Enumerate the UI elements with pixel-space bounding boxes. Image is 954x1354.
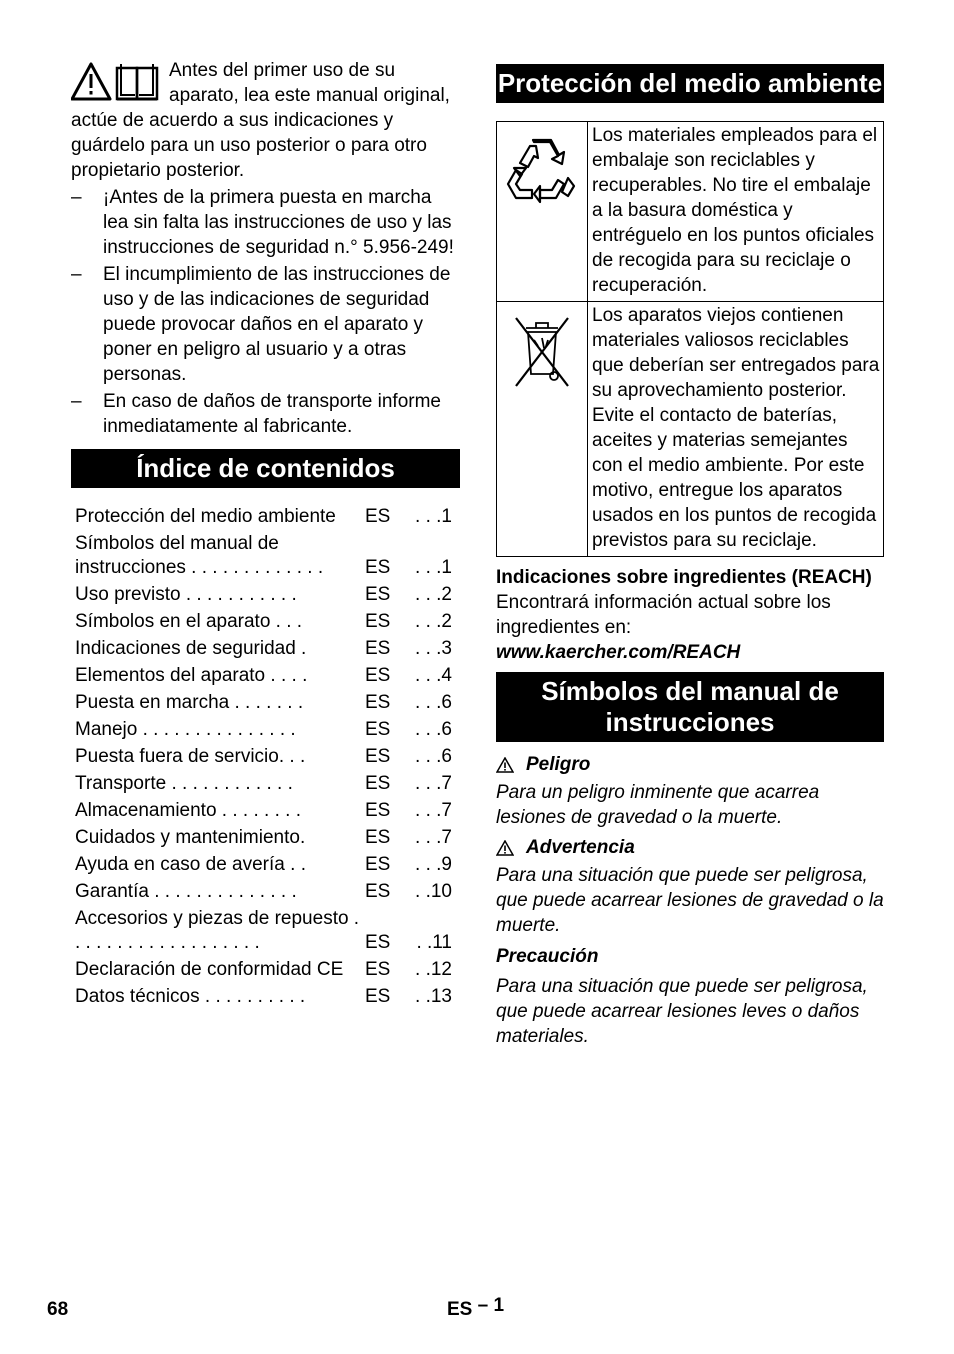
- intro-icons: [71, 62, 163, 108]
- toc-entry-lang: ES: [365, 584, 391, 605]
- list-item: – En caso de daños de transporte informe inmediatamente al fabricante.: [71, 389, 460, 439]
- toc-entry-title: Accesorios y piezas de repuesto . . . . . . . . . . . . . . . . . . .: [75, 908, 360, 953]
- symbols-heading: Símbolos del manual de instrucciones: [496, 672, 884, 742]
- table-row[interactable]: [71, 982, 460, 1009]
- toc-entry-title: Protección del medio ambiente: [75, 506, 336, 527]
- toc-entry-lang: ES: [365, 746, 391, 767]
- toc-entry-title: Almacenamiento . . . . . . . .: [75, 800, 301, 821]
- env-heading: Protección del medio ambiente: [496, 64, 884, 103]
- table-row[interactable]: [71, 715, 460, 742]
- warning-triangle-icon: [496, 840, 514, 856]
- toc-entry-page: . . .3: [415, 638, 452, 659]
- toc-entry-lang: ES: [365, 611, 391, 632]
- toc-entry-title: Elementos del aparato . . . .: [75, 665, 308, 686]
- table-row[interactable]: [71, 688, 460, 715]
- reach-heading: Indicaciones sobre ingredientes (REACH): [496, 567, 872, 588]
- toc-entry-page: . . .4: [415, 665, 452, 686]
- table-row[interactable]: [71, 742, 460, 769]
- caution-label: Precaución: [496, 946, 599, 967]
- toc-entry-lang: ES: [365, 638, 391, 659]
- env-table: [496, 121, 884, 557]
- left-column: [71, 58, 460, 1009]
- table-row[interactable]: [71, 580, 460, 607]
- table-row[interactable]: [71, 796, 460, 823]
- toc-entry-lang: ES: [365, 692, 391, 713]
- toc-entry-page: . .10: [415, 881, 452, 902]
- table-row: [497, 302, 884, 557]
- toc-entry-lang: ES: [365, 800, 391, 821]
- toc-entry-page: . . .6: [415, 719, 452, 740]
- toc-entry-lang: ES: [365, 986, 391, 1007]
- manual-book-icon: [117, 64, 157, 99]
- page-number: 68: [47, 1299, 69, 1320]
- right-column: [496, 58, 884, 1049]
- intro-bullet-list: [71, 185, 460, 439]
- toc-entry-title: Ayuda en caso de avería . .: [75, 854, 306, 875]
- env-icon-cell: [497, 302, 588, 557]
- env-packaging-text: Los materiales empleados para el embalaje son reciclables y recuperables. No tire el embalaje a la basura doméstica y entréguelo en los puntos oficiales de recogida para su reciclaje o recuperación.: [588, 122, 884, 302]
- list-item: – ¡Antes de la primera puesta en marcha lea sin falta las instrucciones de uso y las instrucciones de seguridad n.° 5.956-249!: [71, 185, 460, 260]
- table-row[interactable]: [71, 661, 460, 688]
- toc-entry-lang: ES: [365, 773, 391, 794]
- toc-entry-page: . . .9: [415, 854, 452, 875]
- toc-entry-page: . . .7: [415, 800, 452, 821]
- toc-entry-title: Puesta en marcha . . . . . . .: [75, 692, 304, 713]
- danger-heading: [496, 752, 884, 777]
- toc-entry-lang: ES: [365, 854, 391, 875]
- reach-url-link[interactable]: www.kaercher.com/REACH: [496, 642, 741, 663]
- toc-entry-lang: ES: [365, 719, 391, 740]
- toc-entry-lang: ES: [365, 557, 391, 578]
- env-devices-text: Los aparatos viejos contienen materiales valiosos reciclables que deberían ser entregados para su aprovechamiento posterior. Evite el contacto de baterías, aceites y materias semejantes con el medio ambiente. Por este motivo, entregue los aparatos usados en los puntos de recogida previstos para su reciclaje.: [588, 302, 884, 557]
- toc-entry-page: . . .2: [415, 584, 452, 605]
- toc-entry-page: . . .7: [415, 773, 452, 794]
- toc-table: [71, 502, 460, 1009]
- warning-triangle-icon: [72, 64, 110, 99]
- table-row[interactable]: [71, 904, 460, 955]
- toc-entry-page: . .11: [416, 932, 452, 953]
- toc-entry-title: Uso previsto . . . . . . . . . . .: [75, 584, 297, 605]
- footer-section-label: ES: [447, 1299, 473, 1320]
- toc-heading: Índice de contenidos: [71, 449, 460, 488]
- table-row[interactable]: [71, 823, 460, 850]
- table-row[interactable]: [71, 769, 460, 796]
- reach-text: Encontrará información actual sobre los ingredientes en:: [496, 592, 831, 638]
- toc-entry-page: . . .6: [415, 692, 452, 713]
- table-row[interactable]: [71, 502, 460, 529]
- table-row: [497, 122, 884, 302]
- warning-label: Advertencia: [526, 837, 635, 858]
- warning-triangle-icon: [496, 757, 514, 773]
- table-row[interactable]: [71, 529, 460, 580]
- toc-entry-title: Símbolos del manual de instrucciones . . . . . . . . . . . . .: [75, 533, 324, 578]
- recycle-icon: [504, 134, 580, 210]
- toc-entry-title: Datos técnicos . . . . . . . . . .: [75, 986, 306, 1007]
- table-row[interactable]: [71, 877, 460, 904]
- crossed-bin-icon: [512, 314, 572, 392]
- toc-entry-page: . . .1: [415, 557, 452, 578]
- danger-text: Para un peligro inminente que acarrea lesiones de gravedad o la muerte.: [496, 782, 820, 828]
- toc-entry-page: . . .7: [415, 827, 452, 848]
- toc-entry-title: Declaración de conformidad CE: [75, 959, 344, 980]
- toc-entry-page: . .12: [415, 959, 452, 980]
- toc-entry-title: Símbolos en el aparato . . .: [75, 611, 303, 632]
- danger-label: Peligro: [526, 754, 591, 775]
- toc-entry-page: . . .6: [415, 746, 452, 767]
- footer-section-page: – 1: [477, 1295, 505, 1316]
- list-item: – El incumplimiento de las instrucciones de uso y de las indicaciones de seguridad puede provocar daños en el aparato y poner en peligro al usuario y a otras personas.: [71, 262, 460, 387]
- table-row[interactable]: [71, 607, 460, 634]
- toc-entry-page: . . .1: [415, 506, 452, 527]
- intro-section: [71, 58, 460, 439]
- toc-entry-lang: ES: [365, 881, 391, 902]
- warning-heading: [496, 835, 884, 860]
- toc-entry-title: Garantía . . . . . . . . . . . . . .: [75, 881, 297, 902]
- footer-section: [447, 1297, 504, 1322]
- toc-entry-lang: ES: [365, 959, 391, 980]
- toc-entry-page: . . .2: [415, 611, 452, 632]
- toc-entry-lang: ES: [365, 665, 391, 686]
- toc-entry-title: Indicaciones de seguridad .: [75, 638, 307, 659]
- table-row[interactable]: [71, 955, 460, 982]
- env-icon-cell: [497, 122, 588, 302]
- intro-text: Antes del primer uso de su aparato, lea este manual original, actúe de acuerdo a sus indicaciones y guárdelo para un uso posterior o para otro propietario posterior.: [71, 60, 450, 181]
- toc-entry-title: Manejo . . . . . . . . . . . . . . .: [75, 719, 296, 740]
- table-row[interactable]: [71, 850, 460, 877]
- toc-entry-lang: ES: [365, 827, 391, 848]
- toc-entry-lang: ES: [365, 506, 391, 527]
- warning-text: Para una situación que puede ser peligrosa, que puede acarrear lesiones de gravedad o la muerte.: [496, 865, 884, 936]
- toc-entry-title: Puesta fuera de servicio. . .: [75, 746, 306, 767]
- table-row[interactable]: [71, 634, 460, 661]
- toc-entry-title: Cuidados y mantenimiento.: [75, 827, 306, 848]
- toc-entry-title: Transporte . . . . . . . . . . . .: [75, 773, 293, 794]
- toc-entry-page: . .13: [415, 986, 452, 1007]
- caution-text: Para una situación que puede ser peligrosa, que puede acarrear lesiones leves o daños materiales.: [496, 976, 868, 1047]
- toc-entry-lang: ES: [365, 932, 391, 953]
